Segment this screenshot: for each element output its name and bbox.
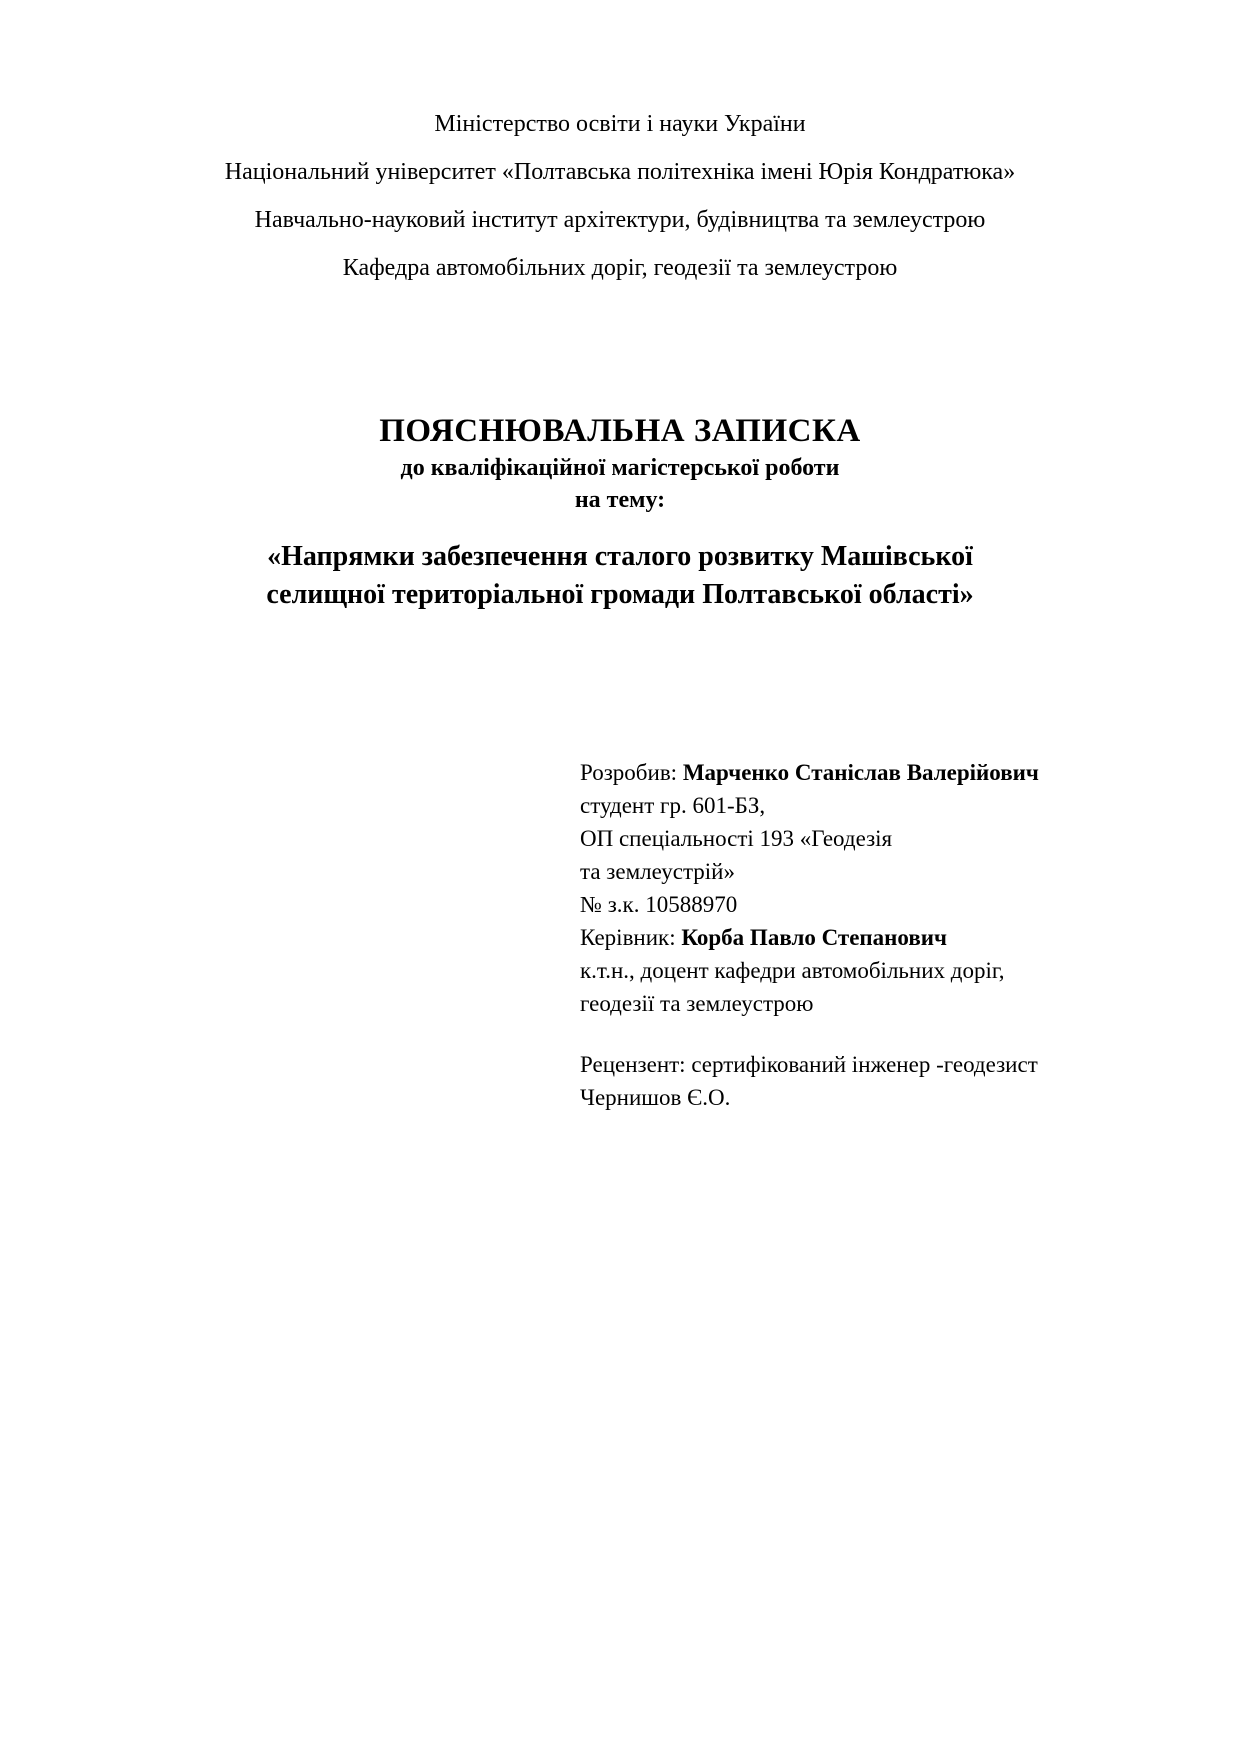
credits-block <box>580 756 1240 1114</box>
developer-line <box>580 756 1240 789</box>
supervisor-name: Корба Павло Степанович <box>681 925 947 950</box>
subtitle-work-type: до кваліфікаційної магістерської роботи <box>400 455 840 481</box>
topic-title <box>0 538 1240 614</box>
reviewer-line-2: Чернишов Є.О. <box>580 1085 731 1110</box>
supervisor-title-line-2: геодезії та землеустрою <box>580 991 814 1016</box>
developer-label: Розробив: <box>580 760 683 785</box>
developer-name: Марченко Станіслав Валерійович <box>682 760 1039 785</box>
topic-line-1: «Напрямки забезпечення сталого розвитку Машівської <box>267 541 973 572</box>
supervisor-label: Керівник: <box>580 925 682 950</box>
reviewer-line-1: Рецензент: сертифікований інженер -геодезист <box>580 1052 1038 1077</box>
university-line: Національний університет «Полтавська політехніка імені Юрія Кондратюка» <box>224 159 1016 185</box>
title-block <box>0 410 1240 516</box>
ministry-line: Міністерство освіти і науки України <box>434 111 806 137</box>
supervisor-title-line-1: к.т.н., доцент кафедри автомобільних доріг, <box>580 958 1005 983</box>
specialty-line-2: та землеустрій» <box>580 859 735 884</box>
specialty-line-1: ОП спеціальності 193 «Геодезія <box>580 826 893 851</box>
header-block <box>0 0 1240 292</box>
subtitle-on-topic: на тему: <box>574 487 666 513</box>
record-number-line: № з.к. 10588970 <box>580 892 738 917</box>
supervisor-line <box>580 921 1240 954</box>
reviewer-block <box>580 1048 1240 1114</box>
main-title: ПОЯСНЮВАЛЬНА ЗАПИСКА <box>379 413 861 449</box>
topic-line-2: селищної територіальної громади Полтавської області» <box>266 579 974 610</box>
student-group-line: студент гр. 601-БЗ, <box>580 793 766 818</box>
institute-line: Навчально-науковий інститут архітектури, будівництва та землеустрою <box>254 207 986 233</box>
department-line: Кафедра автомобільних доріг, геодезії та землеустрою <box>342 255 898 281</box>
